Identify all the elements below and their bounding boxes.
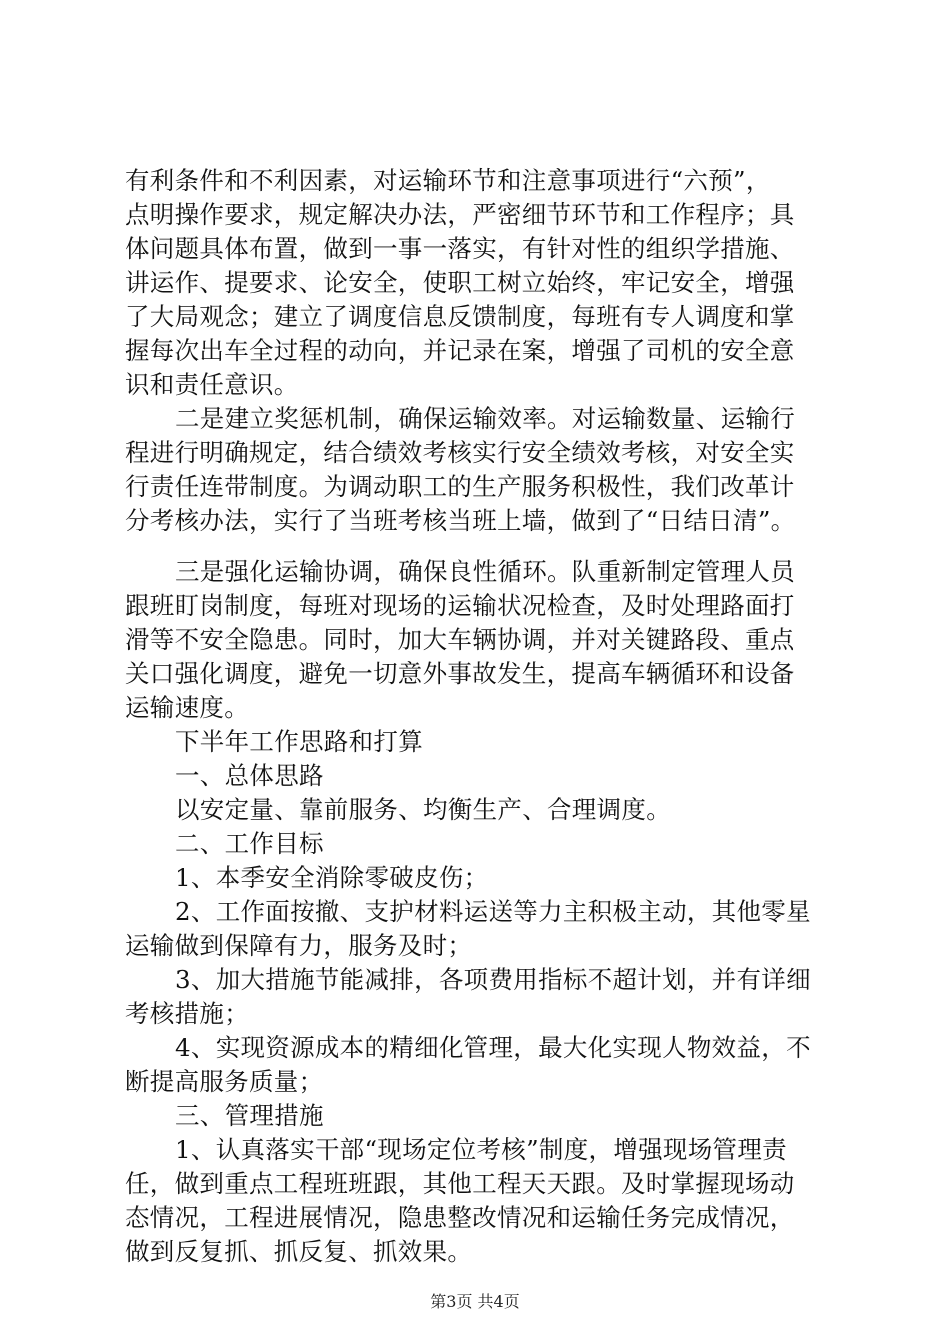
text-line: 以安定量、靠前服务、均衡生产、合理调度。	[175, 795, 671, 824]
text-line: 行责任连带制度。为调动职工的生产服务积极性，我们改革计	[125, 472, 795, 501]
text-line: 点明操作要求，规定解决办法，严密细节环节和工作程序；具	[125, 200, 795, 229]
text-line: 4、实现资源成本的精细化管理，最大化实现人物效益，不	[175, 1033, 811, 1062]
text-line: 运输速度。	[125, 693, 249, 722]
text-line: 考核措施；	[125, 999, 249, 1028]
section-heading: 下半年工作思路和打算	[175, 727, 423, 756]
text-line: 做到反复抓、抓反复、抓效果。	[125, 1237, 473, 1266]
text-line: 3、加大措施节能减排，各项费用指标不超计划，并有详细	[175, 965, 811, 994]
page-footer: 第3页 共4页	[430, 1292, 520, 1311]
text-line: 2、工作面按撤、支护材料运送等力主积极主动，其他零星	[175, 897, 811, 926]
text-line: 运输做到保障有力，服务及时；	[125, 931, 473, 960]
text-line: 分考核办法，实行了当班考核当班上墙，做到了“日结日清”。	[125, 506, 796, 535]
text-line: 关口强化调度，避免一切意外事故发生，提高车辆循环和设备	[125, 659, 795, 688]
text-line: 了大局观念；建立了调度信息反馈制度，每班有专人调度和掌	[125, 302, 795, 331]
text-line: 1、认真落实干部“现场定位考核”制度，增强现场管理责	[175, 1135, 787, 1164]
section-heading: 一、总体思路	[175, 761, 324, 790]
text-line: 态情况，工程进展情况，隐患整改情况和运输任务完成情况，	[125, 1203, 795, 1232]
text-line: 程进行明确规定，结合绩效考核实行安全绩效考核，对安全实	[125, 438, 795, 467]
text-line: 1、本季安全消除零破皮伤；	[175, 863, 489, 892]
text-line: 讲运作、提要求、论安全，使职工树立始终，牢记安全，增强	[125, 268, 795, 297]
text-line: 识和责任意识。	[125, 370, 299, 399]
section-heading: 三、管理措施	[175, 1101, 324, 1130]
text-line: 断提高服务质量；	[125, 1067, 324, 1096]
text-line: 有利条件和不利因素，对运输环节和注意事项进行“六预”，	[125, 166, 771, 195]
text-line: 体问题具体布置，做到一事一落实，有针对性的组织学措施、	[125, 234, 795, 263]
text-line: 跟班盯岗制度，每班对现场的运输状况检查，及时处理路面打	[125, 591, 795, 620]
section-heading: 二、工作目标	[175, 829, 324, 858]
text-line: 滑等不安全隐患。同时，加大车辆协调，并对关键路段、重点	[125, 625, 795, 654]
text-line: 握每次出车全过程的动向，并记录在案，增强了司机的安全意	[125, 336, 795, 365]
text-line: 任，做到重点工程班班跟，其他工程天天跟。及时掌握现场动	[125, 1169, 795, 1198]
text-line: 二是建立奖惩机制，确保运输效率。对运输数量、运输行	[175, 404, 795, 433]
text-line: 三是强化运输协调，确保良性循环。队重新制定管理人员	[175, 557, 795, 586]
